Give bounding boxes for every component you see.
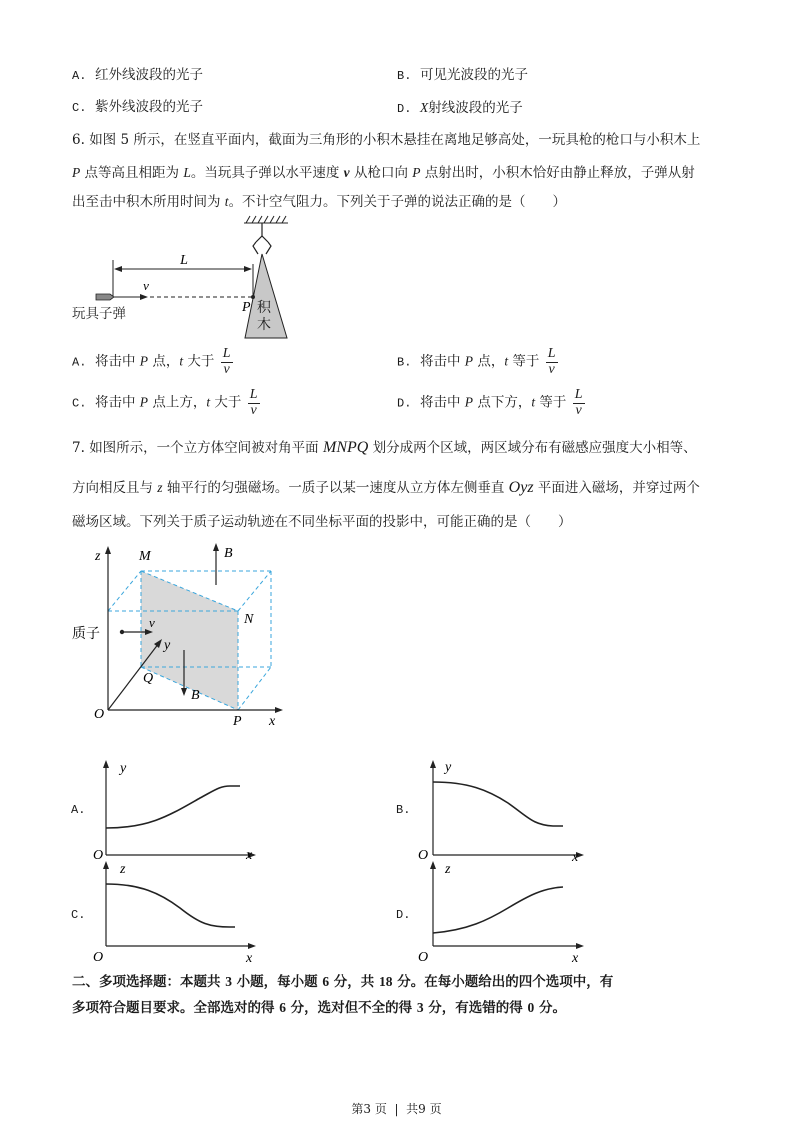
label-O: O [94,707,105,722]
stem-text: 。不计空气阻力。下列关于子弹的说法正确的是（ ） [228,194,567,210]
h-axis-label: x [246,848,253,863]
numerator: L [574,387,583,402]
question-number: 7. [72,440,85,456]
var-p: P [139,353,149,369]
var-l: L [183,165,191,180]
numerator: L [222,346,231,361]
q7-option-b-label: B. [396,803,411,817]
fraction [248,388,260,418]
fraction [573,388,585,418]
var-t: t [531,394,536,410]
count: 3 [225,974,232,989]
heading-text: 二、多项选择题：本题共 [72,974,226,990]
var-p: P [412,165,421,180]
option-label: D. [397,102,412,116]
x-axis-arrow [576,943,584,949]
h-axis-label: x [572,850,579,865]
numerator: L [547,346,556,361]
var-p: P [72,165,81,180]
option-text: 将击中 [95,353,140,370]
var-p: P [139,394,149,410]
h-axis-label: x [246,951,253,966]
option-label: B. [397,355,412,370]
count: 18 [379,974,393,989]
var-t: t [224,194,229,209]
origin-label: O [418,950,429,965]
stem-text: 平面进入磁场，并穿过两个 [533,480,700,496]
option-text: 点下方， [473,394,532,411]
label-y: y [164,638,171,653]
q7-option-a-graph [90,755,265,865]
denominator: v [223,361,230,377]
option-label: A. [72,355,87,370]
var-mnpq: MNPQ [322,439,369,456]
option-label: A. [72,69,87,83]
stem-text: 出至击中积木所用时间为 [72,194,225,210]
stem-text: 磁场区域。下列关于质子运动轨迹在不同坐标平面的投影中，可能正确的是（ ） [72,514,572,530]
label-M: M [139,549,151,564]
question-number: 6. [72,132,85,148]
q6-figure [60,212,320,352]
denominator: v [250,402,257,418]
v-axis-arrow [430,861,436,869]
q6-option-a [72,347,233,377]
q5-option-c [72,101,203,115]
label-B-down: B [191,688,200,703]
block-label-1: 积 [257,301,271,316]
b-up-arrowhead [213,543,219,551]
option-text: 等于 [508,353,540,370]
total-pages: 共9 页 [406,1102,442,1116]
stem-text: 轴平行的匀强磁场。一质子以某一速度从立方体左侧垂直 [162,480,509,496]
numerator: L [249,387,258,402]
label-proton: 质子 [72,627,100,642]
q5-option-d [397,101,523,116]
count: 6 [279,1000,286,1015]
count: 0 [527,1000,535,1015]
q6-stem-line1 [72,134,700,148]
denominator: v [575,402,582,418]
q6-stem-line3 [72,195,566,210]
option-label: C. [72,101,87,115]
label-x: x [269,714,276,729]
option-text: 将击中 [420,353,465,370]
option-text: 大于 [183,353,215,370]
label-B-up: B [224,546,233,561]
option-text: 点， [148,353,180,370]
bullet-icon [96,294,114,300]
q7-option-c-graph [90,858,265,968]
v-axis-label: y [120,761,127,776]
dim-arrow-left [114,266,122,272]
var-oyz: Oyz [508,479,534,496]
stem-text: 划分成两个区域，两区域分布有磁感应强度大小相等、 [368,440,697,456]
q5-option-a [72,69,203,83]
q7-stem-line3 [72,516,572,530]
trajectory-curve [106,884,235,927]
velocity-arrow-head [140,294,148,300]
footer-separator: | [394,1102,399,1116]
var-t: t [504,353,509,369]
q6-option-b [397,347,558,377]
var-t: t [206,394,211,410]
heading-text: 分，共 [329,974,380,990]
q7-option-c-label: C. [71,908,86,922]
var-p: P [464,394,474,410]
x-axis-arrow [275,707,283,713]
section2-heading-line1 [72,970,613,990]
option-text: 将击中 [95,394,140,411]
point-p-dot [251,295,255,299]
q7-option-b-graph [418,755,593,865]
q5-option-b [397,69,528,83]
stem-text: 点等高且相距为 [80,165,184,181]
origin-label: O [93,848,104,863]
fraction [546,347,558,377]
q6-option-d [397,388,585,418]
option-text: 射线波段的光子 [428,100,523,116]
block-label-2: 木 [257,318,271,333]
trajectory-curve [433,782,563,826]
stem-text: 从枪口向 [349,165,413,181]
label-v: v [149,615,155,630]
option-text: 可见光波段的光子 [420,67,528,83]
stem-text: 点射出时，小积木恰好由静止释放，子弹从射 [420,165,695,181]
q7-option-d-graph [418,858,593,968]
origin-label: O [93,950,104,965]
heading-text: 分。 [534,1000,566,1016]
heading-text: 多项符合题目要求。全部选对的得 [72,1000,280,1016]
option-var: X [420,100,429,115]
stem-text: 方向相反且与 [72,480,158,496]
denominator: v [548,361,555,377]
option-text: 大于 [210,394,242,411]
b-down-arrowhead [181,688,187,696]
option-text: 红外线波段的光子 [95,67,203,83]
label-L: L [180,253,188,268]
q7-stem-line2 [72,480,700,496]
page-footer [0,1100,793,1117]
heading-text: 分。在每小题给出的四个选项中，有 [392,974,614,990]
h-axis-label: x [572,951,579,966]
stem-text: 如图 5 所示，在竖直平面内，截面为三角形的小积木悬挂在离地足够高处，一玩具枪的枪口与小积木上 [89,132,701,148]
q7-stem-line1 [72,440,697,456]
option-text: 紫外线波段的光子 [95,99,203,115]
z-axis-arrow [105,546,111,554]
count: 3 [416,1000,424,1015]
stem-text: 如图所示，一个立方体空间被对角平面 [89,440,323,456]
label-P: P [242,300,251,315]
x-axis-arrow [248,943,256,949]
q6-option-c [72,388,260,418]
option-label: B. [397,69,412,83]
var-t: t [179,353,184,369]
q7-cube-figure [60,535,300,730]
label-z: z [95,549,101,564]
heading-text: 分，选对但不全的得 [285,1000,417,1016]
hanger-clip [253,223,271,254]
v-axis-arrow [103,861,109,869]
q7-option-a-label: A. [71,803,86,817]
origin-label: O [418,848,429,863]
v-axis-arrow [430,760,436,768]
v-axis-arrow [103,760,109,768]
section2-heading-line2 [72,996,566,1016]
trajectory-curve [433,887,563,933]
heading-text: 分，有选错的得 [423,1000,528,1016]
label-P: P [233,714,242,729]
q6-stem-line2 [72,166,695,181]
q7-option-d-label: D. [396,908,411,922]
var-v: v [343,165,350,180]
v-axis-label: z [120,862,126,877]
count: 6 [322,974,330,989]
var-z: z [157,480,163,495]
heading-text: 小题，每小题 [231,974,323,990]
stem-text: 。当玩具子弹以水平速度 [190,165,344,181]
plane-mnpq [141,571,238,710]
option-text: 将击中 [420,394,465,411]
option-label: D. [397,396,412,411]
trajectory-curve [106,786,240,828]
label-N: N [244,612,254,627]
option-text: 点上方， [148,394,207,411]
var-p: P [464,353,474,369]
dim-arrow-right [244,266,252,272]
label-v: v [143,278,149,293]
option-text: 等于 [535,394,567,411]
option-label: C. [72,396,87,411]
bullet-label: 玩具子弹 [72,306,126,321]
ceiling-hatch [244,216,288,223]
v-axis-label: y [445,760,452,775]
option-text: 点， [473,353,505,370]
fraction [221,347,233,377]
v-axis-label: z [445,862,451,877]
label-Q: Q [143,671,154,686]
page-number: 第3 页 [351,1102,387,1116]
